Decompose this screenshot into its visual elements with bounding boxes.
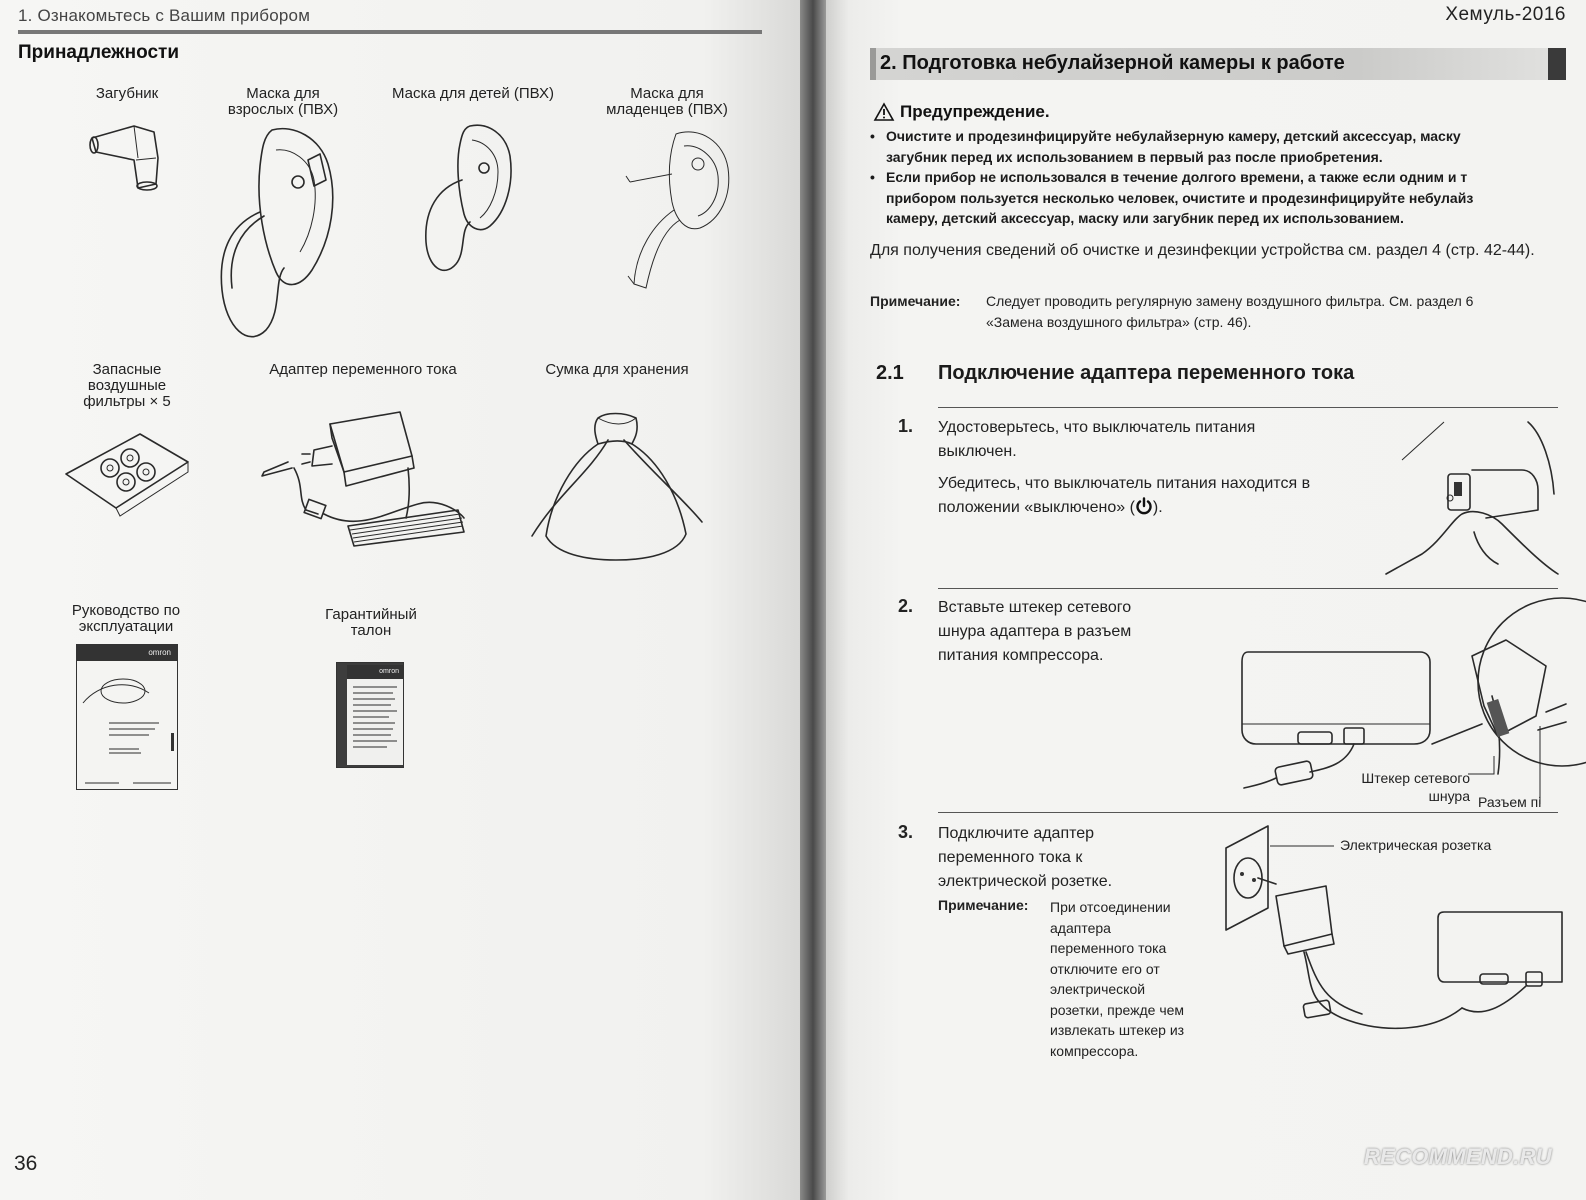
plug-callout-line: шнура: [1428, 788, 1470, 804]
step-number: 3.: [898, 822, 914, 842]
page-number: 36: [14, 1152, 38, 1175]
step-divider: [938, 812, 1558, 813]
step-detail-2: [938, 496, 1398, 520]
chapter-title: 2. Подготовка небулайзерной камеры к работе: [880, 52, 1345, 74]
cleaning-info-paragraph: Для получения сведений об очистке и дезинфекции устройства см. раздел 4 (стр. 42-44).: [870, 242, 1535, 259]
note-line: извлекать штекер из: [1050, 1022, 1185, 1038]
power-switch-illustration: [1382, 414, 1558, 578]
warranty-card-illustration: [336, 662, 404, 768]
child-mask-illustration: [420, 118, 530, 278]
power-socket-callout: Разъем пі: [1478, 794, 1542, 810]
accessory-label-adult-mask: Маска для взрослых (ПВХ): [227, 85, 339, 118]
step-number: 1.: [898, 416, 914, 436]
storage-bag-illustration: [528, 404, 708, 564]
book-gutter: [800, 0, 826, 1200]
note-line: компрессора.: [1050, 1042, 1139, 1059]
step-detail-before: положении «выключено» (: [938, 499, 1135, 516]
note-line: розетки, прежде чем: [1050, 1001, 1185, 1018]
note-line: «Замена воздушного фильтра» (стр. 46).: [986, 314, 1252, 330]
step-line: электрической розетке.: [938, 873, 1113, 890]
wall-outlet-illustration: [1222, 822, 1562, 1052]
step-divider: [938, 407, 1558, 408]
outlet-callout: Электрическая розетка: [1340, 837, 1492, 853]
accessory-label-filters: Запасные воздушные фильтры × 5: [83, 361, 171, 410]
step-number: 2.: [898, 596, 914, 616]
step-line: выключен.: [938, 443, 1017, 460]
author-watermark: Хемуль-2016: [1445, 4, 1566, 25]
warning-title: Предупреждение.: [900, 102, 1050, 121]
accessory-label-mouthpiece: Загубник: [95, 85, 159, 102]
warning-bullet: • Если прибор не использовался в течение долгого времени, а также если одним и т прибором пользуется несколько человек, очистите и продезинфицируйте небулайз камеру, детский аксессуар, маску или загубник перед их использованием.: [870, 167, 1570, 229]
step-2-text: [938, 596, 1198, 668]
warranty-brand-logo: omron: [347, 665, 403, 679]
warning-bullet-line: Очистите и продезинфицируйте небулайзерную камеру, детский аксессуар, маску: [886, 128, 1461, 144]
manual-booklet-illustration: [76, 644, 178, 790]
accessory-label-child-mask: Маска для детей (ПВХ): [391, 85, 554, 102]
subsection-title: Подключение адаптера переменного тока: [938, 362, 1355, 384]
step-line: переменного тока к: [938, 849, 1083, 866]
chapter-bar-tab: [1548, 48, 1566, 80]
warning-bullet-line: загубник перед их использованием в первый раз после приобретения.: [886, 148, 1383, 165]
warning-bullet: • Очистите и продезинфицируйте небулайзерную камеру, детский аксессуар, маску загубник перед их использованием в первый раз после приобретения.: [870, 126, 1570, 167]
step-detail: Убедитесь, что выключатель питания находится в: [938, 475, 1311, 492]
note-line: электрической: [1050, 981, 1146, 997]
step-line: питания компрессора.: [938, 647, 1104, 664]
accessory-label-storage-bag: Сумка для хранения: [545, 361, 689, 378]
step-divider: [938, 588, 1558, 589]
site-watermark: RECOMMEND.RU: [1363, 1144, 1552, 1169]
note-label: Примечание:: [870, 293, 961, 309]
accessory-label-ac-adapter: Адаптер переменного тока: [269, 361, 457, 378]
step-line: Подключите адаптер: [938, 825, 1095, 842]
step-1-text: [938, 416, 1398, 520]
plug-callout: [1326, 770, 1470, 804]
plug-callout-line: Штекер сетевого: [1361, 770, 1470, 786]
subsection-number: 2.1: [876, 362, 904, 384]
warning-bullet-line: Если прибор не использовался в течение долгого времени, а также если одним и т: [886, 169, 1468, 185]
accessory-label-warranty: Гарантийный талон: [325, 606, 417, 639]
note-line: При отсоединении: [1050, 899, 1171, 915]
note-line: Следует проводить регулярную замену воздушного фильтра. См. раздел 6: [986, 293, 1474, 309]
header-rule: [18, 30, 762, 34]
manual-brand-logo: omron: [77, 645, 177, 661]
step-3-text: [938, 822, 1198, 894]
running-head: 1. Ознакомьтесь с Вашим прибором: [18, 6, 311, 25]
accessory-label-manual: Руководство по эксплуатации: [71, 602, 181, 635]
warning-triangle-icon: [874, 103, 894, 121]
adult-mask-illustration: [214, 120, 354, 350]
ac-adapter-illustration: [258, 406, 478, 546]
accessory-label-infant-mask: Маска для младенцев (ПВХ): [606, 85, 728, 118]
step-3-note-label: Примечание:: [938, 897, 1029, 913]
note-line: переменного тока: [1050, 940, 1167, 956]
warning-bullet-line: камеру, детский аксессуар, маску или загубник перед их использованием.: [886, 210, 1404, 226]
mouthpiece-illustration: [86, 118, 176, 198]
infant-mask-illustration: [624, 120, 744, 300]
warning-bullet-line: прибором пользуется несколько человек, очистите и продезинфицируйте небулайз: [886, 189, 1474, 206]
step-detail-after: ).: [1152, 499, 1163, 516]
step-3-note: [1050, 897, 1230, 1061]
right-page: [826, 0, 1586, 1200]
step-line: Удостоверьтесь, что выключатель питания: [938, 419, 1256, 436]
step-line: шнура адаптера в разъем: [938, 623, 1132, 640]
step-line: Вставьте штекер сетевого: [938, 599, 1132, 616]
note-line: отключите его от: [1050, 960, 1160, 977]
subsection-heading: [876, 362, 1354, 385]
section-title: Принадлежности: [18, 42, 180, 63]
filter-note: [870, 291, 1570, 330]
warning-heading: [874, 102, 1050, 122]
note-line: адаптера: [1050, 919, 1111, 936]
filters-illustration: [62, 432, 192, 522]
power-icon: [1135, 497, 1153, 515]
